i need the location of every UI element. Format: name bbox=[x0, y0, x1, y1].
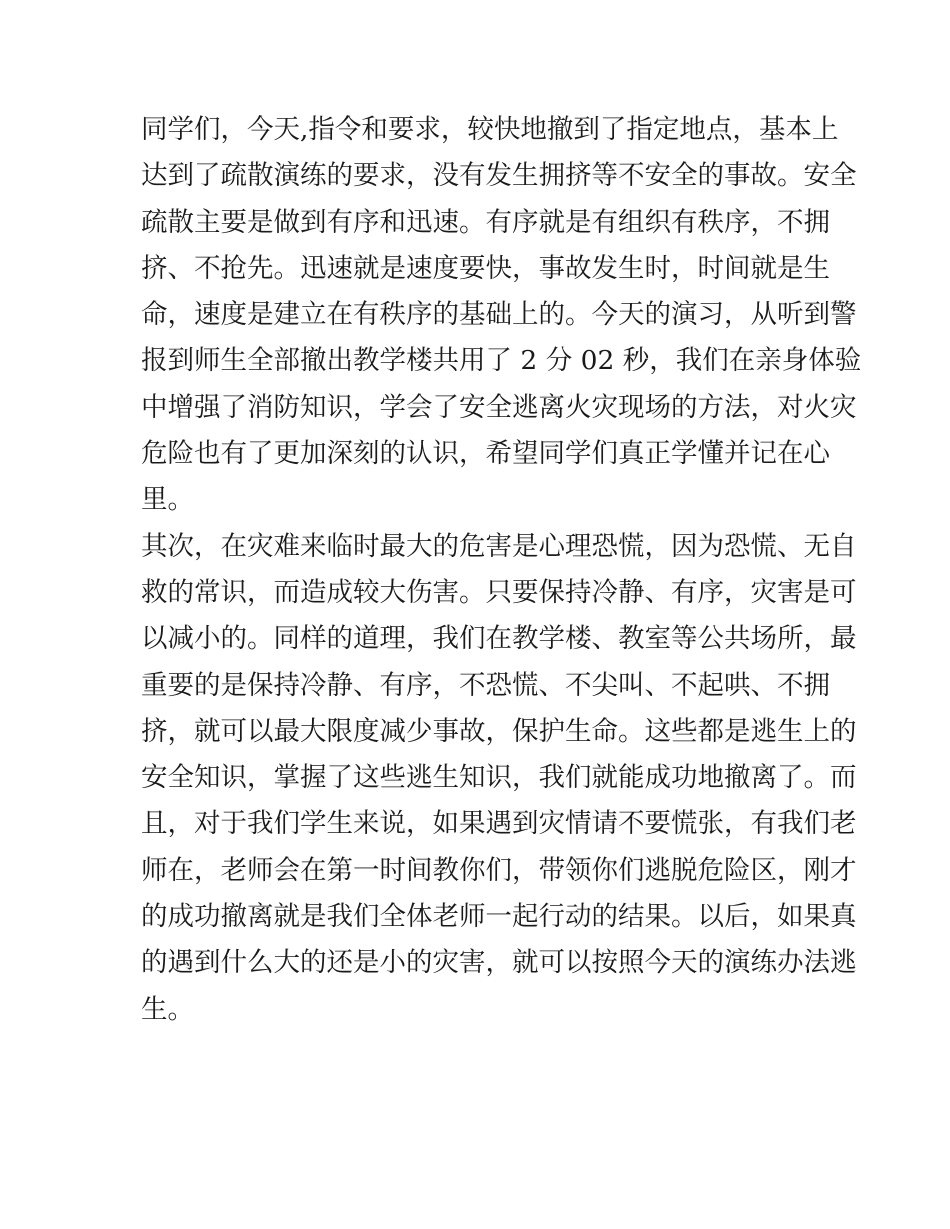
text-line: 的遇到什么大的还是小的灾害，就可以按照今天的演练办法逃 bbox=[141, 947, 857, 979]
text-line: 报到师生全部撤出教学楼共用了 2 分 02 秒，我们在亲身体验 bbox=[141, 345, 862, 377]
text-line: 危险也有了更加深刻的认识，希望同学们真正学懂并记在心 bbox=[141, 438, 830, 470]
text-line: 挤、不抢先。迅速就是速度要快，事故发生时，时间就是生 bbox=[141, 252, 830, 284]
text-line: 安全知识，掌握了这些逃生知识，我们就能成功地撤离了。而 bbox=[141, 762, 857, 794]
text-line: 里。 bbox=[141, 484, 194, 516]
text-line: 疏散主要是做到有序和迅速。有序就是有组织有秩序，不拥 bbox=[141, 206, 830, 238]
text-line: 以减小的。同样的道理，我们在教学楼、教室等公共场所，最 bbox=[141, 623, 857, 655]
text-line: 且，对于我们学生来说，如果遇到灾情请不要慌张，有我们老 bbox=[141, 808, 857, 840]
text-line: 命，速度是建立在有秩序的基础上的。今天的演习，从听到警 bbox=[141, 299, 857, 331]
text-line: 生。 bbox=[141, 993, 194, 1025]
body-text bbox=[141, 107, 862, 1033]
text-line: 挤，就可以最大限度减少事故，保护生命。这些都是逃生上的 bbox=[141, 715, 857, 747]
text-line: 的成功撤离就是我们全体老师一起行动的结果。以后，如果真 bbox=[141, 901, 857, 933]
text-line: 其次，在灾难来临时最大的危害是心理恐慌，因为恐慌、无自 bbox=[141, 530, 857, 562]
text-line: 达到了疏散演练的要求，没有发生拥挤等不安全的事故。安全 bbox=[141, 160, 857, 192]
text-line: 同学们，今天,指令和要求，较快地撤到了指定地点，基本上 bbox=[141, 114, 839, 145]
text-line: 救的常识，而造成较大伤害。只要保持冷静、有序，灾害是可 bbox=[141, 576, 857, 608]
text-line: 重要的是保持冷静、有序，不恐慌、不尖叫、不起哄、不拥 bbox=[141, 669, 830, 701]
text-line: 师在，老师会在第一时间教你们，带领你们逃脱危险区，刚才 bbox=[141, 854, 857, 886]
text-line: 中增强了消防知识，学会了安全逃离火灾现场的方法，对火灾 bbox=[141, 391, 857, 423]
